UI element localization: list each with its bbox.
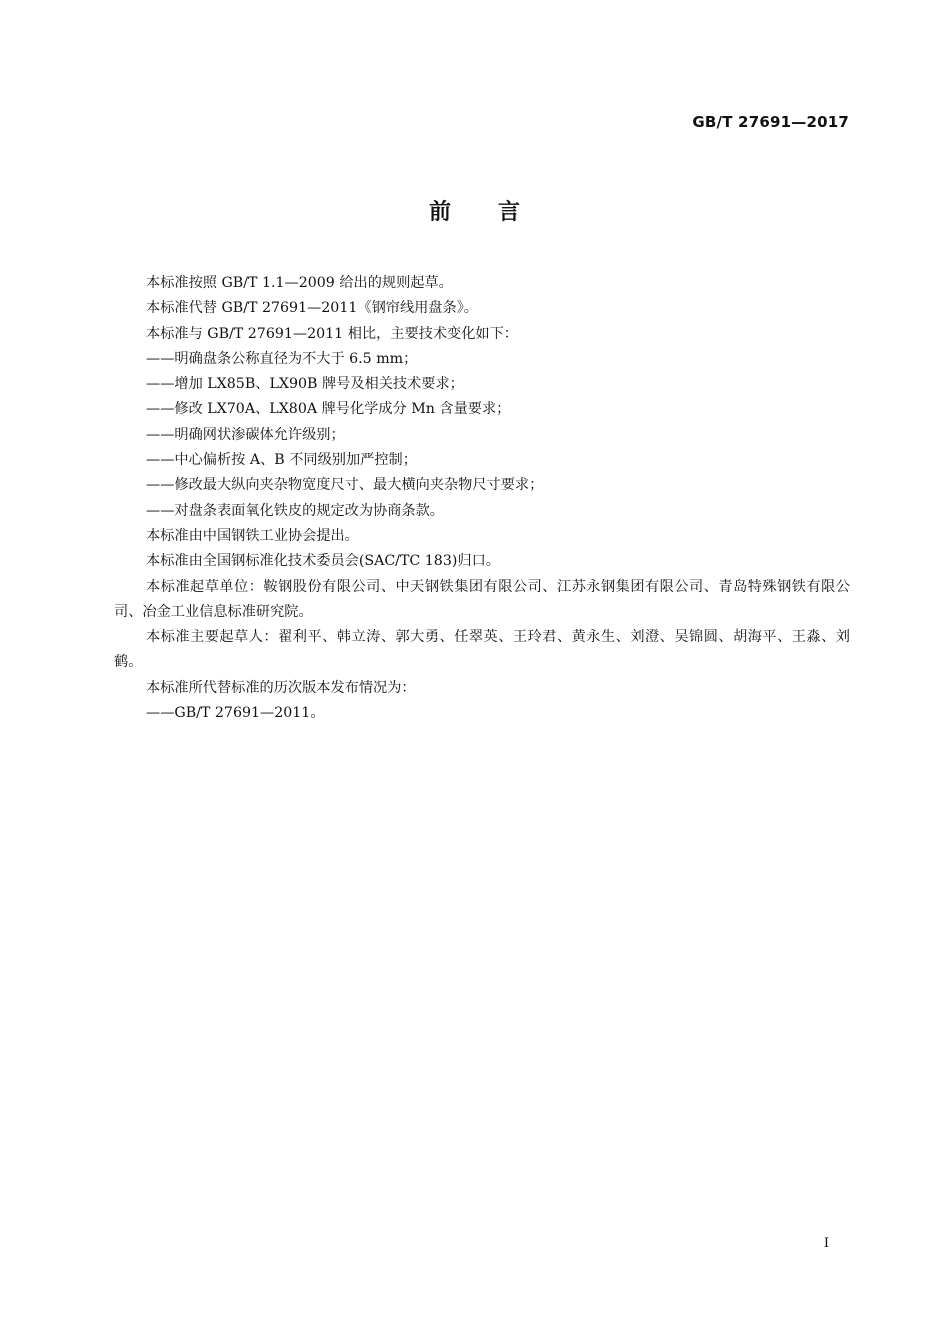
paragraph-administered-by: 本标准由全国钢标准化技术委员会(SAC/TC 183)归口。 <box>146 553 500 570</box>
list-item-change-5: ——中心偏析按 A、B 不同级别加严控制； <box>146 452 417 469</box>
page-number: I <box>823 1236 829 1251</box>
paragraph-drafting-units: 本标准起草单位：鞍钢股份有限公司、中天钢铁集团有限公司、江苏永钢集团有限公司、青岛特殊钢铁有限公司、冶金工业信息标准研究院。 <box>114 578 850 620</box>
paragraph-drafting-rules: 本标准按照 GB/T 1.1—2009 给出的规则起草。 <box>146 275 453 291</box>
list-item-history-1: ——GB/T 27691—2011。 <box>146 705 325 722</box>
list-item-change-1: ——明确盘条公称直径为不大于 6.5 mm； <box>146 350 418 367</box>
paragraph-changes-intro: 本标准与 GB/T 27691—2011 相比，主要技术变化如下： <box>146 325 518 342</box>
page-title: 前 言 <box>428 200 521 225</box>
paragraph-replaces: 本标准代替 GB/T 27691—2011《钢帘线用盘条》。 <box>146 300 478 317</box>
standard-code: GB/T 27691—2017 <box>692 113 849 131</box>
list-item-change-2: ——增加 LX85B、LX90B 牌号及相关技术要求； <box>146 376 464 393</box>
list-item-change-3: ——修改 LX70A、LX80A 牌号化学成分 Mn 含量要求； <box>146 401 511 418</box>
list-item-change-7: ——对盘条表面氧化铁皮的规定改为协商条款。 <box>146 502 444 519</box>
list-item-change-6: ——修改最大纵向夹杂物宽度尺寸、最大横向夹杂物尺寸要求； <box>146 477 544 494</box>
paragraph-history-intro: 本标准所代替标准的历次版本发布情况为： <box>146 679 416 696</box>
paragraph-proposed-by: 本标准由中国钢铁工业协会提出。 <box>146 527 359 544</box>
document-body <box>114 271 850 726</box>
list-item-change-4: ——明确网状渗碳体允许级别； <box>146 426 345 443</box>
paragraph-drafters: 本标准主要起草人：翟利平、韩立涛、郭大勇、任翠英、王玲君、黄永生、刘澄、吴锦圆、胡海平、王淼、刘鹤。 <box>114 629 850 671</box>
